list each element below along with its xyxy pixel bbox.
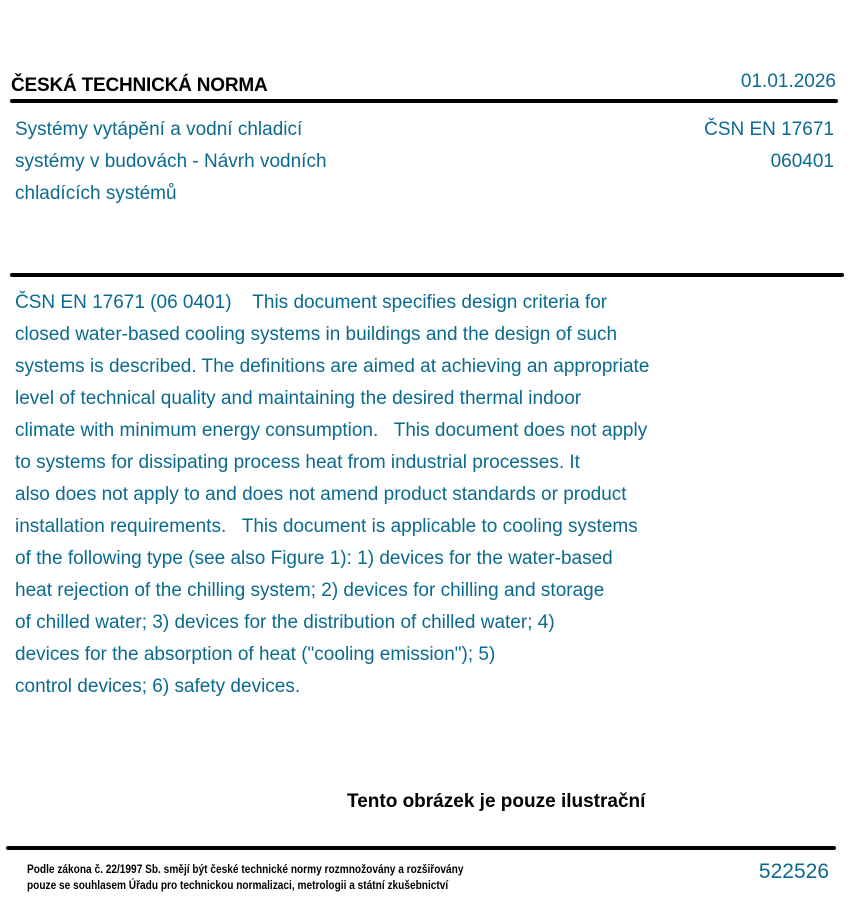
abstract-line: installation requirements. This document is applicable to cooling systems: [15, 516, 638, 537]
legal-notice-line: pouze se souhlasem Úřadu pro technickou normalizaci, metrologii a státní zkušebnictví: [27, 880, 449, 892]
abstract-line: of the following type (see also Figure 1): 1) devices for the water-based: [15, 548, 613, 569]
abstract-text: [15, 287, 745, 703]
abstract-line: closed water-based cooling systems in buildings and the design of such: [15, 324, 618, 345]
abstract-line: climate with minimum energy consumption. This document does not apply: [15, 420, 648, 441]
abstract-line: to systems for dissipating process heat from industrial processes. It: [15, 452, 580, 473]
classification-code: 060401: [770, 151, 834, 172]
footer-divider: [6, 846, 836, 850]
standard-title: [15, 114, 415, 210]
standard-title-line: chladících systémů: [15, 183, 177, 204]
document-number: 522526: [758, 860, 829, 883]
abstract-line: heat rejection of the chilling system; 2) devices for chilling and storage: [15, 580, 605, 601]
publication-date: 01.01.2026: [740, 71, 836, 92]
header-divider: [10, 99, 838, 103]
abstract-line: ČSN EN 17671 (06 0401) This document specifies design criteria for: [15, 292, 608, 313]
legal-notice-line: Podle zákona č. 22/1997 Sb. smějí být české technické normy rozmnožovány a rozšiřovány: [27, 864, 464, 876]
section-divider: [10, 273, 844, 277]
illustration-note: Tento obrázek je pouze ilustrační: [347, 791, 646, 812]
abstract-line: devices for the absorption of heat ("cooling emission"); 5): [15, 644, 496, 665]
standard-codes: [704, 114, 834, 178]
standard-title-line: Systémy vytápění a vodní chladicí: [15, 119, 303, 140]
abstract-line: of chilled water; 3) devices for the distribution of chilled water; 4): [15, 612, 555, 633]
header-title: ČESKÁ TECHNICKÁ NORMA: [11, 75, 268, 96]
abstract-line: also does not apply to and does not amend product standards or product: [15, 484, 627, 505]
standard-title-line: systémy v budovách - Návrh vodních: [15, 151, 327, 172]
abstract-line: level of technical quality and maintaining the desired thermal indoor: [15, 388, 582, 409]
standard-designation: ČSN EN 17671: [704, 119, 834, 140]
abstract-line: systems is described. The definitions are aimed at achieving an appropriate: [15, 356, 650, 377]
legal-notice: [27, 862, 463, 894]
abstract-line: control devices; 6) safety devices.: [15, 676, 301, 697]
